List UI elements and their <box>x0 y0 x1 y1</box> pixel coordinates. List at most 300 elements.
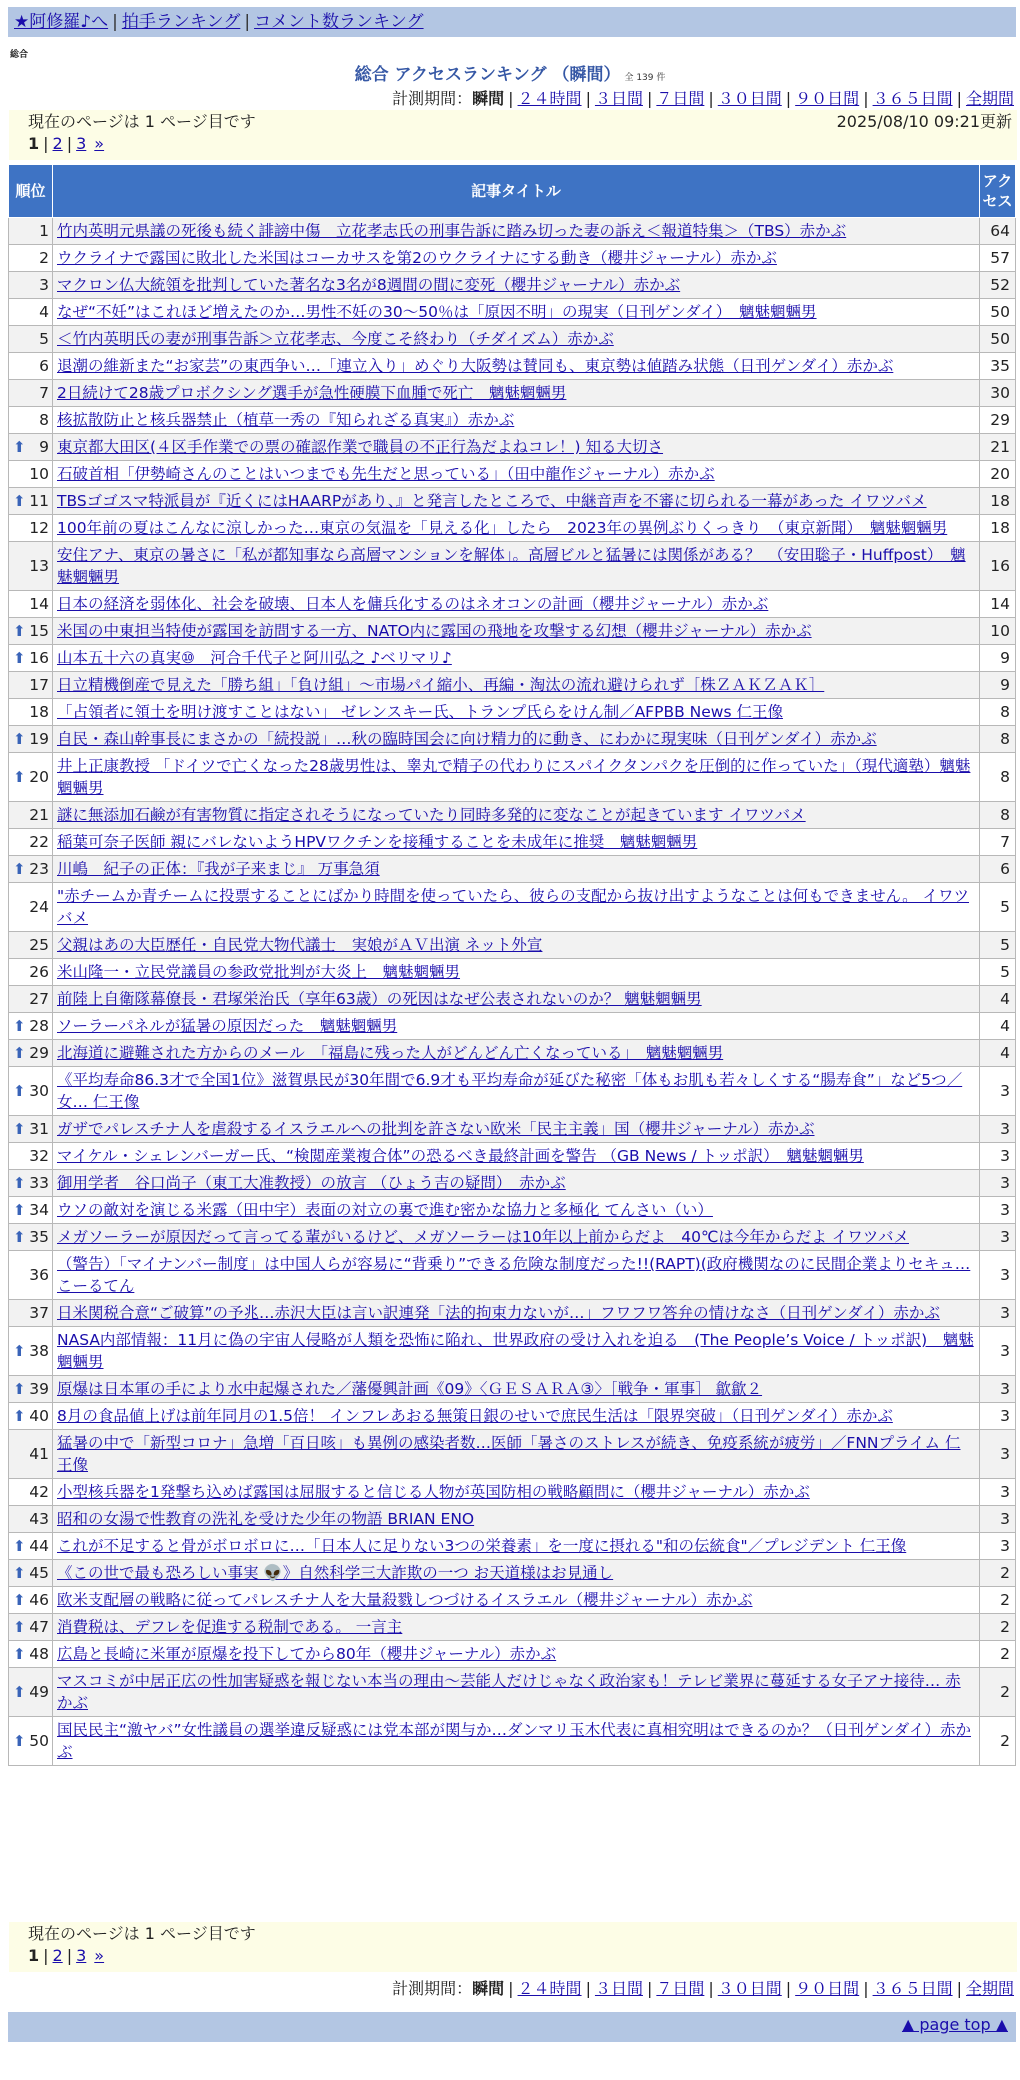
rank-cell <box>9 1668 53 1717</box>
title-cell <box>53 1116 980 1143</box>
rank-number: 33 <box>29 1174 49 1192</box>
rank-number: 4 <box>39 303 49 321</box>
rank-up-arrow-icon: ⬆ <box>13 1537 26 1555</box>
access-count: 57 <box>980 245 1016 272</box>
title-cell <box>53 672 980 699</box>
rank-cell <box>9 461 53 488</box>
article-link[interactable]: これが不足すると骨がボロボロに…「日本人に足りない3つの栄養素」を一度に摂れる"和の伝統食"／プレジデント 仁王像 <box>57 1537 907 1555</box>
rank-number: 5 <box>39 330 49 348</box>
ranking-table <box>8 164 1016 1766</box>
current-page-text: 現在のページは 1 ページ目です <box>28 1924 256 1943</box>
rank-up-arrow-icon: ⬆ <box>13 1342 26 1360</box>
rank-cell <box>9 1116 53 1143</box>
period-link-all[interactable]: 全期間 <box>965 89 1014 108</box>
table-row <box>9 1251 1016 1300</box>
article-link[interactable]: ガザでパレスチナ人を虐殺するイスラエルへの批判を許さない欧米「民主主義」国（櫻井ジャーナル）赤かぶ <box>57 1120 815 1138</box>
access-count: 30 <box>980 380 1016 407</box>
rank-up-arrow-icon: ⬆ <box>13 649 26 667</box>
rank-cell <box>9 488 53 515</box>
table-row <box>9 829 1016 856</box>
access-count: 5 <box>980 883 1016 932</box>
article-link[interactable]: 《平均寿命86.3才で全国1位》滋賀県民が30年間で6.9才も平均寿命が延びた秘密「体もお肌も若々しくする“腸寿食”」など5つ／女… 仁王像 <box>57 1071 963 1111</box>
rank-up-arrow-icon: ⬆ <box>13 492 26 510</box>
period-current: 瞬間 <box>472 1979 505 1998</box>
rank-number: 24 <box>29 898 49 916</box>
rank-up-arrow-icon: ⬆ <box>13 1380 26 1398</box>
table-row <box>9 1300 1016 1327</box>
period-link-30d[interactable]: ３０日間 <box>717 89 782 108</box>
title-cell <box>53 829 980 856</box>
article-link[interactable]: ウクライナで露国に敗北した米国はコーカサスを第2のウクライナにする動き（櫻井ジャーナル）赤かぶ <box>57 249 777 267</box>
clap-ranking-link[interactable]: 拍手ランキング <box>121 12 241 32</box>
title-header: 記事タイトル <box>53 165 980 218</box>
title-cell <box>53 1614 980 1641</box>
rank-number: 19 <box>29 730 49 748</box>
rank-cell <box>9 353 53 380</box>
article-link[interactable]: マスコミが中居正広の性加害疑惑を報じない本当の理由～芸能人だけじゃなく政治家も！テレビ業界に蔓延する女子アナ接待… 赤かぶ <box>57 1672 961 1712</box>
rank-cell <box>9 1143 53 1170</box>
access-count: 3 <box>980 1251 1016 1300</box>
rank-up-arrow-icon: ⬆ <box>13 1017 26 1035</box>
article-link[interactable]: NASA内部情報：11月に偽の宇宙人侵略が人類を恐怖に陥れ、世界政府の受け入れを迫る (The People’s Voice / トッポ訳) 魑魅魍魎男 <box>57 1331 974 1371</box>
rank-number: 38 <box>29 1342 49 1360</box>
home-link[interactable]: ★阿修羅♪へ <box>14 12 109 32</box>
rank-number: 7 <box>39 384 49 402</box>
table-row <box>9 299 1016 326</box>
access-count: 8 <box>980 726 1016 753</box>
title-cell <box>53 1587 980 1614</box>
rank-cell <box>9 1614 53 1641</box>
period-link-365d[interactable]: ３６５日間 <box>872 89 953 108</box>
rank-cell <box>9 1376 53 1403</box>
title-cell <box>53 1376 980 1403</box>
table-row <box>9 645 1016 672</box>
table-row <box>9 1560 1016 1587</box>
rank-cell <box>9 1587 53 1614</box>
rank-cell <box>9 299 53 326</box>
title-cell <box>53 753 980 802</box>
article-link[interactable]: 謎に無添加石鹸が有害物質に指定されそうになっていたり同時多発的に変なことが起きています イワツバメ <box>57 806 806 824</box>
table-row <box>9 380 1016 407</box>
period-link-365d[interactable]: ３６５日間 <box>872 1979 953 1998</box>
article-link[interactable]: 《この世で最も恐ろしい事実 👽》自然科学三大詐欺の一つ お天道様はお見通し <box>57 1564 614 1582</box>
access-count: 3 <box>980 1143 1016 1170</box>
page-info-top <box>9 110 1017 160</box>
article-link[interactable]: 安住アナ、東京の暑さに「私が都知事なら高層マンションを解体」。高層ビルと猛暑には関係がある？ （安田聡子・Huffpost） 魑魅魍魎男 <box>57 546 966 586</box>
title-cell <box>53 542 980 591</box>
ranking-table-body <box>9 218 1016 1766</box>
access-count: 10 <box>980 618 1016 645</box>
table-row <box>9 245 1016 272</box>
period-label: 計測期間： <box>392 89 473 108</box>
article-link[interactable]: 山本五十六の真実⑩ 河合千代子と阿川弘之 ♪ベリマリ♪ <box>57 649 452 667</box>
article-link[interactable]: 昭和の女湯で性教育の洗礼を受けた少年の物語 BRIAN ENO <box>57 1510 475 1528</box>
article-link[interactable]: ウソの敵対を演じる米露（田中宇）表面の対立の裏で進む密かな協力と多極化 てんさい（い） <box>57 1201 713 1219</box>
rank-cell <box>9 1533 53 1560</box>
article-link[interactable]: 御用学者 谷口尚子（東工大准教授）の放言 （ひょう吉の疑問） 赤かぶ <box>57 1174 566 1192</box>
rank-number: 15 <box>29 622 49 640</box>
rank-up-arrow-icon: ⬆ <box>13 1044 26 1062</box>
rank-cell <box>9 1641 53 1668</box>
table-row <box>9 591 1016 618</box>
access-count: 3 <box>980 1376 1016 1403</box>
table-row <box>9 1224 1016 1251</box>
table-row <box>9 1479 1016 1506</box>
access-count: 6 <box>980 856 1016 883</box>
article-link[interactable]: TBSゴゴスマ特派員が『近くにはHAARPがあり、』と発言したところで、中継音声を不審に切られる一幕があった イワツバメ <box>57 492 927 510</box>
rank-number: 23 <box>29 860 49 878</box>
rank-cell <box>9 380 53 407</box>
rank-number: 17 <box>29 676 49 694</box>
title-cell <box>53 1327 980 1376</box>
title-cell <box>53 726 980 753</box>
title-cell <box>53 380 980 407</box>
article-link[interactable]: 退潮の維新また“お家芸”の東西争い…「連立入り」めぐり大阪勢は賛同も、東京勢は値踏み状態（日刊ゲンダイ）赤かぶ <box>57 357 894 375</box>
period-selector-top: 計測期間：瞬間 | ２４時間 | ３日間 | ７日間 | ３０日間 | ９０日間 | ３６５日間 | 全期間 <box>392 89 1014 108</box>
title-cell <box>53 1430 980 1479</box>
article-link[interactable]: 日立精機倒産で見えた「勝ち組」「負け組」～市場パイ縮小、再編・淘汰の流れ避けられず［株ＺＡＫＺＡＫ］ <box>57 676 825 694</box>
article-link[interactable]: なぜ“不妊”はこれほど増えたのか…男性不妊の30～50％は「原因不明」の現実（日刊ゲンダイ） 魑魅魍魎男 <box>57 303 817 321</box>
article-link[interactable]: 北海道に避難された方からのメール 「福島に残った人がどんどん亡くなっている」 魑魅魍魎男 <box>57 1044 724 1062</box>
rank-cell <box>9 618 53 645</box>
title-cell <box>53 1067 980 1116</box>
table-row <box>9 699 1016 726</box>
rank-cell <box>9 407 53 434</box>
rank-cell <box>9 1506 53 1533</box>
title-cell <box>53 959 980 986</box>
comment-ranking-link[interactable]: コメント数ランキング <box>254 12 424 32</box>
table-row <box>9 1403 1016 1430</box>
rank-cell <box>9 515 53 542</box>
title-cell <box>53 1143 980 1170</box>
table-row <box>9 932 1016 959</box>
rank-up-arrow-icon: ⬆ <box>13 1228 26 1246</box>
page-top-link[interactable]: ▲ page top ▲ <box>901 2015 1008 2034</box>
period-link-24h[interactable]: ２４時間 <box>517 1979 582 1998</box>
title-cell <box>53 299 980 326</box>
article-link[interactable]: 小型核兵器を1発撃ち込めば露国は屈服すると信じる人物が英国防相の戦略顧問に（櫻井ジャーナル）赤かぶ <box>57 1483 810 1501</box>
rank-number: 34 <box>29 1201 49 1219</box>
access-count: 2 <box>980 1614 1016 1641</box>
article-link[interactable]: 日米関税合意“ご破算”の予兆…赤沢大臣は言い訳連発「法的拘束力ないが…」フワフワ答弁の情けなさ（日刊ゲンダイ）赤かぶ <box>57 1304 940 1322</box>
access-count: 4 <box>980 1013 1016 1040</box>
access-count: 16 <box>980 542 1016 591</box>
access-count: 2 <box>980 1668 1016 1717</box>
article-link[interactable]: 前陸上自衛隊幕僚長・君塚栄治氏（享年63歳）の死因はなぜ公表されないのか？ 魑魅魍魎男 <box>57 990 702 1008</box>
table-row <box>9 1587 1016 1614</box>
table-row <box>9 1614 1016 1641</box>
rank-number: 48 <box>29 1645 49 1663</box>
article-link[interactable]: 稲葉可奈子医師 親にバレないようHPVワクチンを接種することを未成年に推奨 魑魅魍魎男 <box>57 833 698 851</box>
rank-number: 27 <box>29 990 49 1008</box>
rank-cell <box>9 591 53 618</box>
period-label: 計測期間： <box>392 1979 473 1998</box>
rank-number: 11 <box>29 492 49 510</box>
page-top <box>902 2015 1008 2034</box>
table-row <box>9 618 1016 645</box>
rank-number: 45 <box>29 1564 49 1582</box>
rank-number: 37 <box>29 1304 49 1322</box>
access-count: 7 <box>980 829 1016 856</box>
title-cell <box>53 434 980 461</box>
rank-cell <box>9 1300 53 1327</box>
access-count: 5 <box>980 932 1016 959</box>
access-count: 50 <box>980 326 1016 353</box>
period-link-3d[interactable]: ３日間 <box>594 89 643 108</box>
article-link[interactable]: 8月の食品値上げは前年同月の1.5倍！ インフレあおる無策日銀のせいで庶民生活は「限界突破」（日刊ゲンダイ）赤かぶ <box>57 1407 893 1425</box>
access-count: 3 <box>980 1506 1016 1533</box>
rank-number: 21 <box>29 806 49 824</box>
title-cell <box>53 1251 980 1300</box>
article-link[interactable]: 米山隆一・立民党議員の参政党批判が大炎上 魑魅魍魎男 <box>57 963 461 981</box>
title-cell <box>53 272 980 299</box>
rank-number: 30 <box>29 1082 49 1100</box>
rank-cell <box>9 1170 53 1197</box>
access-count: 50 <box>980 299 1016 326</box>
period-link-24h[interactable]: ２４時間 <box>517 89 582 108</box>
article-link[interactable]: ＜竹内英明氏の妻が刑事告訴＞立花孝志、今度こそ終わり（チダイズム）赤かぶ <box>57 330 614 348</box>
rank-number: 3 <box>39 276 49 294</box>
title-cell <box>53 1170 980 1197</box>
rank-up-arrow-icon: ⬆ <box>13 622 26 640</box>
title-cell <box>53 1197 980 1224</box>
title-cell <box>53 645 980 672</box>
rank-cell <box>9 672 53 699</box>
rank-number: 20 <box>29 768 49 786</box>
title-cell <box>53 802 980 829</box>
access-count: 2 <box>980 1560 1016 1587</box>
rank-up-arrow-icon: ⬆ <box>13 1732 26 1750</box>
rank-cell <box>9 856 53 883</box>
access-count: 9 <box>980 672 1016 699</box>
article-link[interactable]: 父親はあの大臣歴任・自民党大物代議士 実娘がＡＶ出演 ネット外宣 <box>57 936 543 954</box>
period-selector-bottom: 計測期間：瞬間 | ２４時間 | ３日間 | ７日間 | ３０日間 | ９０日間 | ３６５日間 | 全期間 <box>392 1979 1014 1998</box>
rank-number: 39 <box>29 1380 49 1398</box>
article-link[interactable]: 核拡散防止と核兵器禁止（植草一秀の『知られざる真実』）赤かぶ <box>57 411 515 429</box>
table-row <box>9 1668 1016 1717</box>
page-info-bottom <box>9 1922 1017 1972</box>
table-row <box>9 1197 1016 1224</box>
nav-separator: | <box>244 12 251 32</box>
access-header: アクセス <box>980 165 1016 218</box>
title-cell <box>53 326 980 353</box>
rank-number: 42 <box>29 1483 49 1501</box>
access-count: 20 <box>980 461 1016 488</box>
rank-number: 13 <box>29 557 49 575</box>
rank-up-arrow-icon: ⬆ <box>13 438 26 456</box>
rank-cell <box>9 1560 53 1587</box>
rank-up-arrow-icon: ⬆ <box>13 1082 26 1100</box>
table-row <box>9 488 1016 515</box>
rank-number: 25 <box>29 936 49 954</box>
rank-up-arrow-icon: ⬆ <box>13 1201 26 1219</box>
table-row <box>9 959 1016 986</box>
rank-cell <box>9 959 53 986</box>
article-link[interactable]: 米国の中東担当特使が露国を訪問する一方、NATO内に露国の飛地を攻撃する幻想（櫻井ジャーナル）赤かぶ <box>57 622 812 640</box>
table-row <box>9 326 1016 353</box>
pagination: 1 | 2 | 3 » <box>28 1946 105 1965</box>
title-cell <box>53 407 980 434</box>
nav-separator: | <box>112 12 118 32</box>
rank-number: 26 <box>29 963 49 981</box>
table-row <box>9 1327 1016 1376</box>
top-nav-bar <box>8 7 1016 37</box>
page-3-link[interactable]: 3 <box>76 1946 87 1965</box>
table-row <box>9 1116 1016 1143</box>
rank-number: 22 <box>29 833 49 851</box>
current-page-text: 現在のページは 1 ページ目です <box>28 112 256 131</box>
title-cell <box>53 699 980 726</box>
access-count: 3 <box>980 1170 1016 1197</box>
rank-cell <box>9 1327 53 1376</box>
period-link-90d[interactable]: ９０日間 <box>795 1979 860 1998</box>
access-count: 5 <box>980 959 1016 986</box>
table-row <box>9 1641 1016 1668</box>
next-page-link[interactable]: » <box>94 134 105 153</box>
rank-number: 49 <box>29 1683 49 1701</box>
period-link-7d[interactable]: ７日間 <box>656 1979 705 1998</box>
access-count: 3 <box>980 1533 1016 1560</box>
title-cell <box>53 932 980 959</box>
article-link[interactable]: 川嶋 紀子の正体：『我が子来まじ』 万事急須 <box>57 860 380 878</box>
period-link-all[interactable]: 全期間 <box>965 1979 1014 1998</box>
table-row <box>9 461 1016 488</box>
article-link[interactable]: 東京都大田区(４区手作業での票の確認作業で職員の不正行為だよねコレ！) 知る大切さ <box>57 438 664 456</box>
table-row <box>9 1143 1016 1170</box>
article-link[interactable]: 欧米支配層の戦略に従ってパレスチナ人を大量殺戮しつづけるイスラエル（櫻井ジャーナル）赤かぶ <box>57 1591 753 1609</box>
rank-cell <box>9 1403 53 1430</box>
rank-number: 35 <box>29 1228 49 1246</box>
rank-up-arrow-icon: ⬆ <box>13 1120 26 1138</box>
article-link[interactable]: 2日続けて28歳プロボクシング選手が急性硬膜下血腫で死亡 魑魅魍魎男 <box>57 384 567 402</box>
rank-cell <box>9 434 53 461</box>
access-count: 3 <box>980 1067 1016 1116</box>
rank-cell <box>9 245 53 272</box>
bottom-bar <box>8 2012 1016 2042</box>
period-link-90d[interactable]: ９０日間 <box>795 89 860 108</box>
rank-up-arrow-icon: ⬆ <box>13 730 26 748</box>
title-cell <box>53 218 980 245</box>
rank-cell <box>9 986 53 1013</box>
article-link[interactable]: 日本の経済を弱体化、社会を破壊、日本人を傭兵化するのはネオコンの計画（櫻井ジャーナル）赤かぶ <box>57 595 769 613</box>
title-cell <box>53 1300 980 1327</box>
article-link[interactable]: マクロン仏大統領を批判していた著名な3名が8週間の間に変死（櫻井ジャーナル）赤かぶ <box>57 276 681 294</box>
title-cell <box>53 1013 980 1040</box>
table-row <box>9 986 1016 1013</box>
article-link[interactable]: 100年前の夏はこんなに涼しかった…東京の気温を「見える化」したら 2023年の異例ぶりくっきり （東京新聞） 魑魅魍魎男 <box>57 519 948 537</box>
title-cell <box>53 515 980 542</box>
table-header-row <box>9 165 1016 218</box>
rank-number: 44 <box>29 1537 49 1555</box>
title-cell <box>53 1040 980 1067</box>
page-1-current: 1 <box>28 1946 40 1965</box>
article-link[interactable]: （警告）「マイナンバー制度」は中国人らが容易に“背乗り”できる危険な制度だった!!(RAPT)(政府機関なのに民間企業よりセキュ… こーるてん <box>57 1255 971 1295</box>
article-link[interactable]: 広島と長崎に米軍が原爆を投下してから80年（櫻井ジャーナル）赤かぶ <box>57 1645 557 1663</box>
total-count: 全 139 件 <box>624 73 666 83</box>
period-link-3d[interactable]: ３日間 <box>594 1979 643 1998</box>
article-link[interactable]: "赤チームか青チームに投票することにばかり時間を使っていたら、彼らの支配から抜け出すようなことは何もできません。 イワツバメ <box>57 887 969 927</box>
rank-number: 2 <box>39 249 49 267</box>
pagination: 1 | 2 | 3 » <box>28 134 105 153</box>
rank-number: 29 <box>29 1044 49 1062</box>
rank-cell <box>9 218 53 245</box>
title-cell <box>53 618 980 645</box>
next-page-link[interactable]: » <box>94 1946 105 1965</box>
access-count: 8 <box>980 802 1016 829</box>
table-row <box>9 1013 1016 1040</box>
rank-cell <box>9 1479 53 1506</box>
access-count: 2 <box>980 1717 1016 1766</box>
table-row <box>9 407 1016 434</box>
period-link-30d[interactable]: ３０日間 <box>717 1979 782 1998</box>
page-2-link[interactable]: 2 <box>52 1946 63 1965</box>
updated-timestamp: 2025/08/10 09:21更新 <box>836 112 1012 131</box>
rank-cell <box>9 1040 53 1067</box>
rank-number: 1 <box>39 222 49 240</box>
rank-cell <box>9 726 53 753</box>
article-link[interactable]: マイケル・シェレンバーガー氏、“検閲産業複合体”の恐るべき最終計画を警告 （GB News / トッポ訳） 魑魅魍魎男 <box>57 1147 864 1165</box>
rank-number: 41 <box>29 1445 49 1463</box>
rank-cell <box>9 272 53 299</box>
article-link[interactable]: メガソーラーが原因だって言ってる輩がいるけど、メガソーラーは10年以上前からだよ 40℃は今年からだよ イワツバメ <box>57 1228 909 1246</box>
article-link[interactable]: 原爆は日本軍の手により水中起爆された／藩優興計画《09》〈ＧＥＳＡＲＡ③〉［戦争・軍事］ 歙歙２ <box>57 1380 763 1398</box>
rank-header: 順位 <box>9 165 53 218</box>
table-row <box>9 726 1016 753</box>
title-cell <box>53 1479 980 1506</box>
access-count: 4 <box>980 1040 1016 1067</box>
article-link[interactable]: 石破首相「伊勢崎さんのことはいつまでも先生だと思っている」（田中龍作ジャーナル）赤かぶ <box>57 465 715 483</box>
table-row <box>9 1430 1016 1479</box>
access-count: 4 <box>980 986 1016 1013</box>
table-row <box>9 1717 1016 1766</box>
page-2-link[interactable]: 2 <box>52 134 63 153</box>
article-link[interactable]: 自民・森山幹事長にまさかの「続投説」…秋の臨時国会に向け精力的に動き、にわかに現実味（日刊ゲンダイ）赤かぶ <box>57 730 877 748</box>
rank-up-arrow-icon: ⬆ <box>13 1407 26 1425</box>
rank-number: 40 <box>29 1407 49 1425</box>
rank-number: 16 <box>29 649 49 667</box>
article-link[interactable]: 竹内英明元県議の死後も続く誹謗中傷 立花孝志氏の刑事告訴に踏み切った妻の訴え＜報道特集＞（TBS）赤かぶ <box>57 222 847 240</box>
rank-cell <box>9 645 53 672</box>
access-count: 18 <box>980 515 1016 542</box>
table-row <box>9 1067 1016 1116</box>
article-link[interactable]: 「占領者に領土を明け渡すことはない」 ゼレンスキー氏、トランプ氏らをけん制／AFPBB News 仁王像 <box>57 703 783 721</box>
article-link[interactable]: 猛暑の中で「新型コロナ」急増「百日咳」も異例の感染者数…医師「暑さのストレスが続き、免疫系統が疲労」／FNNプライム 仁王像 <box>57 1434 961 1474</box>
rank-cell <box>9 1224 53 1251</box>
rank-number: 10 <box>29 465 49 483</box>
article-link[interactable]: 国民民主“激ヤバ”女性議員の選挙違反疑惑には党本部が関与か…ダンマリ玉木代表に真相究明はできるのか？（日刊ゲンダイ）赤かぶ <box>57 1721 971 1761</box>
rank-number: 8 <box>39 411 49 429</box>
page-3-link[interactable]: 3 <box>76 134 87 153</box>
article-link[interactable]: ソーラーパネルが猛暑の原因だった 魑魅魍魎男 <box>57 1017 398 1035</box>
rank-number: 46 <box>29 1591 49 1609</box>
rank-cell <box>9 542 53 591</box>
period-link-7d[interactable]: ７日間 <box>656 89 705 108</box>
article-link[interactable]: 消費税は、デフレを促進する税制である。 一言主 <box>57 1618 403 1636</box>
rank-number: 9 <box>39 438 49 456</box>
rank-up-arrow-icon: ⬆ <box>13 1174 26 1192</box>
rank-number: 47 <box>29 1618 49 1636</box>
access-count: 2 <box>980 1641 1016 1668</box>
access-count: 3 <box>980 1300 1016 1327</box>
article-link[interactable]: 井上正康教授 「ドイツで亡くなった28歳男性は、睾丸で精子の代わりにスパイクタンパクを圧倒的に作っていた」（現代適塾）魑魅魍魎男 <box>57 757 971 797</box>
title-cell <box>53 245 980 272</box>
access-count: 8 <box>980 699 1016 726</box>
table-row <box>9 1506 1016 1533</box>
rank-number: 36 <box>29 1266 49 1284</box>
title-cell <box>53 856 980 883</box>
access-count: 3 <box>980 1327 1016 1376</box>
table-row <box>9 883 1016 932</box>
